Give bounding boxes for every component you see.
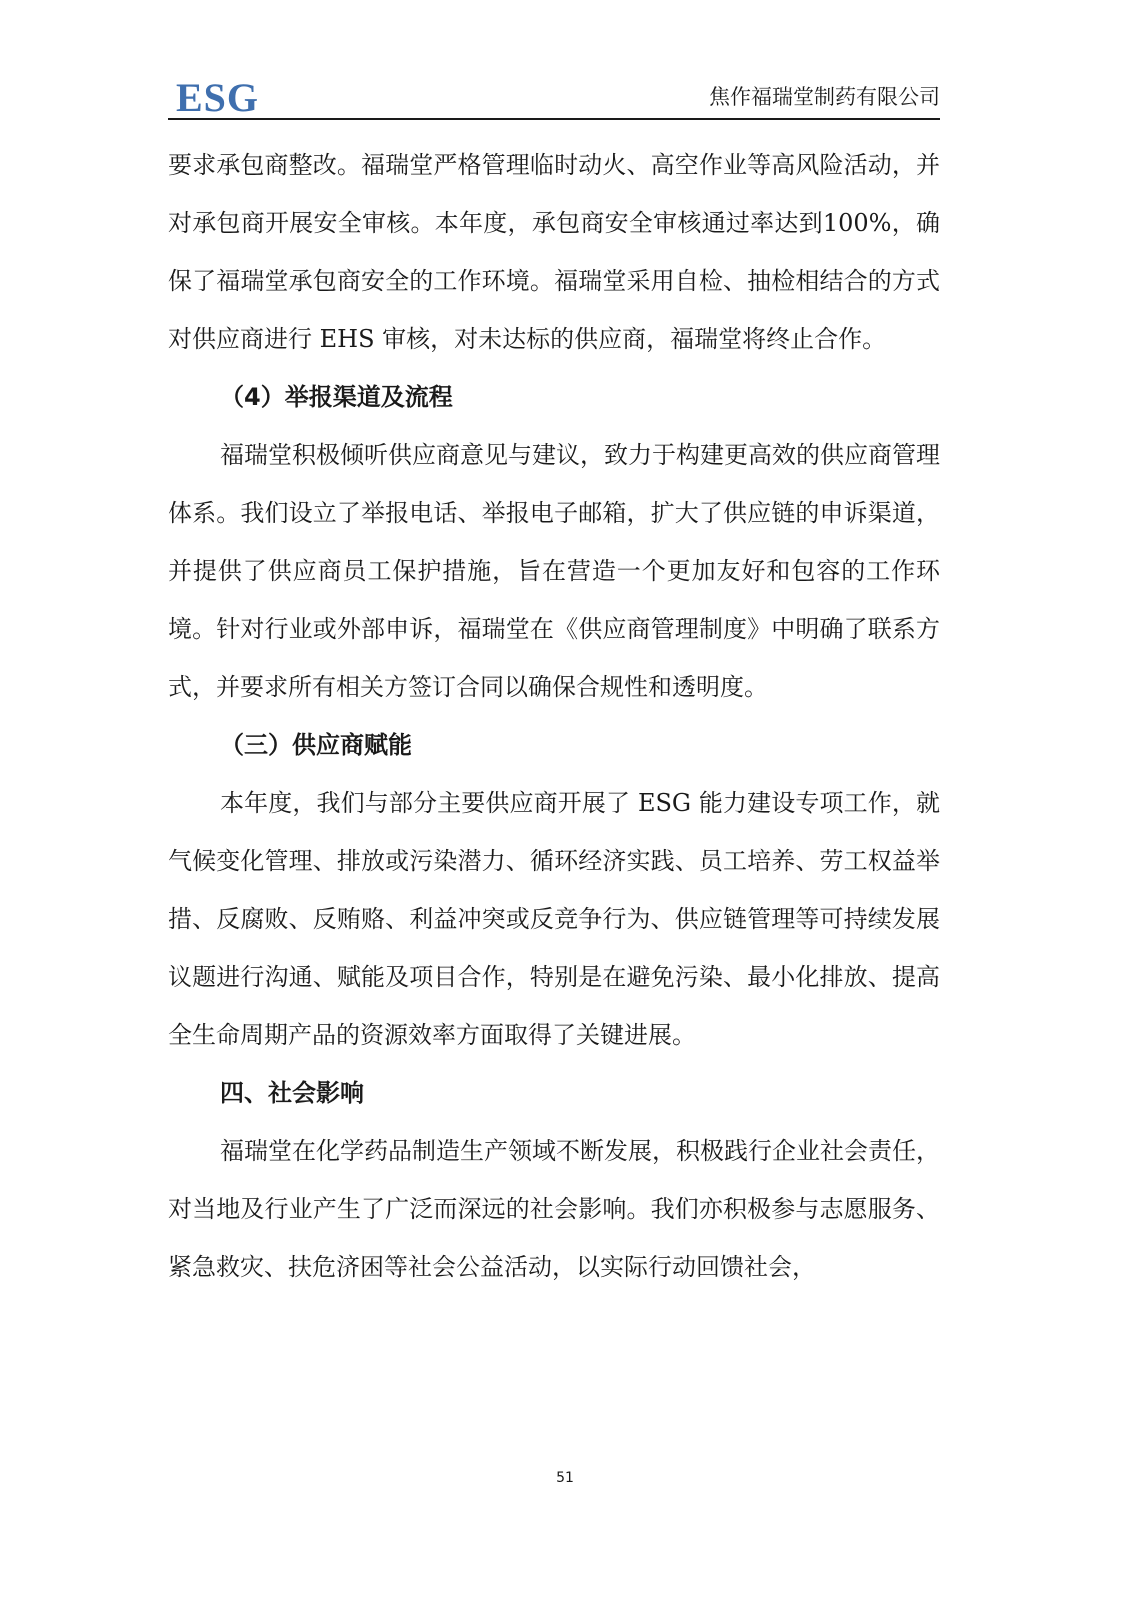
paragraph-contractor-safety: 要求承包商整改。福瑞堂严格管理临时动火、高空作业等高风险活动，并对承包商开展安全审核。本年度，承包商安全审核通过率达到100%，确保了福瑞堂承包商安全的工作环境。福瑞堂采用自检、抽检相结合的方式对供应商进行 EHS 审核，对未达标的供应商，福瑞堂将终止合作。	[168, 151, 940, 353]
heading-social-impact: 四、社会影响	[220, 1079, 364, 1107]
document-body	[168, 136, 940, 1296]
company-name: 焦作福瑞堂制药有限公司	[709, 85, 940, 109]
esg-logo: ESG	[176, 75, 260, 120]
paragraph-reporting-channels: 福瑞堂积极倾听供应商意见与建议，致力于构建更高效的供应商管理体系。我们设立了举报电话、举报电子邮箱，扩大了供应链的申诉渠道，并提供了供应商员工保护措施，旨在营造一个更加友好和包容的工作环境。针对行业或外部申诉，福瑞堂在《供应商管理制度》中明确了联系方式，并要求所有相关方签订合同以确保合规性和透明度。	[168, 441, 940, 701]
paragraph-supplier-empowerment: 本年度，我们与部分主要供应商开展了 ESG 能力建设专项工作，就气候变化管理、排放或污染潜力、循环经济实践、员工培养、劳工权益举措、反腐败、反贿赂、利益冲突或反竞争行为、供应链管理等可持续发展议题进行沟通、赋能及项目合作，特别是在避免污染、最小化排放、提高全生命周期产品的资源效率方面取得了关键进展。	[168, 789, 940, 1049]
heading-reporting-channels: （4）举报渠道及流程	[220, 383, 453, 411]
page-number: 51	[556, 1470, 574, 1486]
page-header	[168, 70, 940, 120]
heading-supplier-empowerment: （三）供应商赋能	[220, 731, 412, 759]
paragraph-social-impact: 福瑞堂在化学药品制造生产领域不断发展，积极践行企业社会责任，对当地及行业产生了广泛而深远的社会影响。我们亦积极参与志愿服务、紧急救灾、扶危济困等社会公益活动，以实际行动回馈社会，	[168, 1137, 940, 1281]
